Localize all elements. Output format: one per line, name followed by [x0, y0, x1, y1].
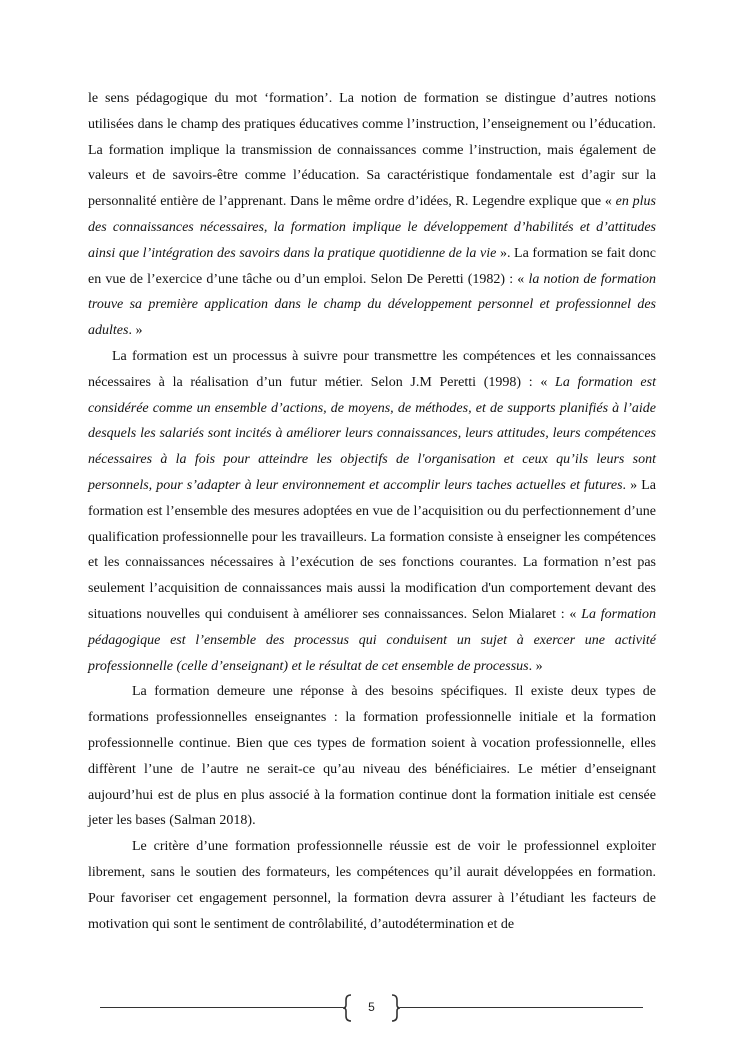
document-body [88, 86, 656, 937]
page-number-box [343, 994, 400, 1022]
footer-rule-left [100, 1007, 343, 1008]
paragraph-2 [88, 344, 656, 679]
quote-run: la notion de formation trouve sa première application dans le champ du développement personnel et professionnel des adultes [88, 271, 656, 339]
text-run: . » La formation est l’ensemble des mesures adoptées en vue de l’acquisition ou du perfectionnement d’une qualification professionnelle pour les travailleurs. La formation consiste à enseigner les compétences et les connaissances nécessaires à l’exécution de ses fonctions courantes. La formation n’est pas seulement l’acquisition de connaissances mais aussi la modification d'un comportement devant des situations nouvelles qui conduisent à améliorer ses connaissances. Selon Mialaret : « [88, 477, 656, 622]
page-footer [100, 994, 643, 1022]
text-run: ». La formation se fait donc en vue de l’exercice d’une tâche ou d’un emploi. Selon De Peretti (1982) : « [88, 245, 656, 287]
text-run: La formation est un processus à suivre pour transmettre les compétences et les connaissances nécessaires à la réalisation d’un futur métier. Selon J.M Peretti (1998) : « [88, 348, 656, 390]
text-run: Le critère d’une formation professionnelle réussie est de voir le professionnel exploiter librement, sans le soutien des formateurs, les compétences qu’il aurait développées en formation. Pour favoriser cet engagement personnel, la formation devra assurer à l’étudiant les facteurs de motivation qui sont le sentiment de contrôlabilité, d’autodétermination et de [88, 839, 656, 932]
paragraph-3 [88, 679, 656, 834]
text-run: . » [128, 323, 143, 339]
text-run: La formation demeure une réponse à des besoins spécifiques. Il existe deux types de formations professionnelles enseignantes : la formation professionnelle initiale et la formation professionnelle continue. Bien que ces types de formation soient à vocation professionnelle, elles diffèrent l’une de l’autre ne serait-ce qu’au niveau des bénéficiaires. Le métier d’enseignant aujourd’hui est de plus en plus associé à la formation continue dont la formation initiale est censée jeter les bases (Salman 2018). [88, 684, 656, 829]
quote-run: La formation est considérée comme un ensemble d’actions, de moyens, de méthodes, et de supports planifiés à l’aide desquels les salariés sont incités à améliorer leurs connaissances, leurs attitudes, leurs compétences nécessaires à la fois pour atteindre les objectifs de l'organisation et ceux qu’ils leurs sont personnels, pour s’adapter à leur environnement et accomplir leurs taches actuelles et futures [88, 374, 656, 493]
page-number: 5 [368, 1000, 375, 1014]
quote-run: La formation pédagogique est l’ensemble des processus qui conduisent un sujet à exercer une activité professionnelle (celle d’enseignant) et le résultat de cet ensemble de processus [88, 606, 656, 674]
footer-rule-right [400, 1007, 643, 1008]
quote-run: en plus des connaissances nécessaires, la formation implique le développement d’habilités et d’attitudes ainsi que l’intégration des savoirs dans la pratique quotidienne de la vie [88, 194, 656, 261]
paragraph-1 [88, 86, 656, 344]
paragraph-4 [88, 834, 656, 937]
text-run: . » [528, 658, 543, 674]
text-run: le sens pédagogique du mot ‘formation’. La notion de formation se distingue d’autres notions utilisées dans le champ des pratiques éducatives comme l’instruction, l’enseignement ou l’éducation. La formation implique la transmission de connaissances comme l’instruction, mais également de valeurs et de savoirs-être comme l’éducation. Sa caractéristique fondamentale est d’agir sur la personnalité entière de l’apprenant. Dans le même ordre d’idées, R. Legendre explique que « [88, 91, 656, 210]
